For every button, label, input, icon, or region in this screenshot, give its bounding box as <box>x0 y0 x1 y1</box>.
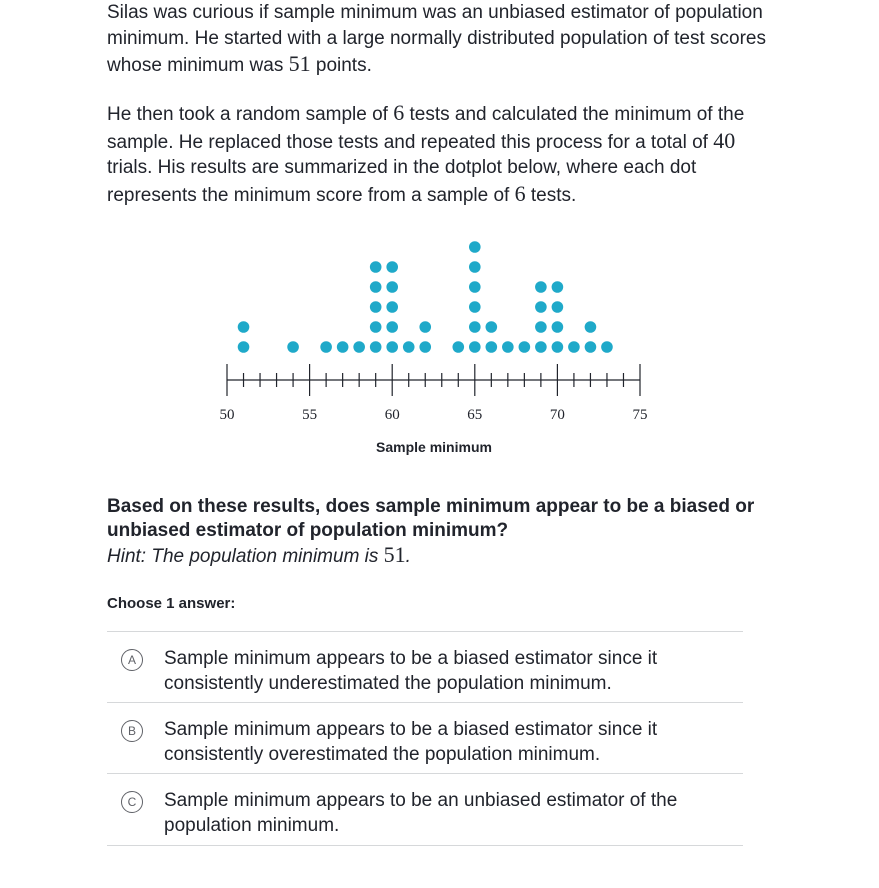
x-axis <box>220 364 648 423</box>
dotplot-chart <box>200 230 680 470</box>
dot <box>585 341 597 353</box>
dot <box>486 341 498 353</box>
dot <box>552 341 564 353</box>
dot <box>386 281 398 293</box>
dot <box>386 321 398 333</box>
x-axis-label: Sample minimum <box>376 439 492 455</box>
choose-label: Choose 1 answer: <box>107 595 236 612</box>
p2-text-4: tests. <box>525 184 577 206</box>
dot <box>535 321 547 333</box>
dot <box>469 341 481 353</box>
dot <box>469 281 481 293</box>
dot <box>535 281 547 293</box>
tick-label: 55 <box>302 407 318 423</box>
dot <box>370 341 382 353</box>
dot <box>337 341 349 353</box>
dot <box>585 321 597 333</box>
dot <box>419 321 431 333</box>
choice-a-text: Sample minimum appears to be a biased estimator since it consistently underestimated the population minimum. <box>164 648 658 694</box>
dot <box>386 341 398 353</box>
choice-b-text: Sample minimum appears to be a biased estimator since it consistently overestimated the population minimum. <box>164 719 658 765</box>
sample-size-value-2: 6 <box>514 180 526 206</box>
tick-label: 50 <box>219 407 235 423</box>
problem-paragraph-2 <box>107 100 767 208</box>
dot <box>320 341 332 353</box>
tick-label: 75 <box>632 407 648 423</box>
dot <box>419 341 431 353</box>
dot <box>353 341 365 353</box>
dot <box>469 301 481 313</box>
p2-text-1: He then took a random sample of <box>107 104 394 125</box>
question <box>107 495 757 569</box>
dot <box>452 341 464 353</box>
hint-value: 51 <box>383 542 406 567</box>
population-minimum-value: 51 <box>288 51 311 76</box>
dot <box>486 321 498 333</box>
p2-text-3: trials. His results are summarized in the dotplot below, where each dot represents the minimum score from a sample of <box>107 157 697 206</box>
choice-b-letter: B <box>121 720 143 742</box>
dot <box>403 341 415 353</box>
choice-a-letter: A <box>121 649 143 671</box>
sample-size-value: 6 <box>393 100 405 125</box>
dot <box>370 261 382 273</box>
dot <box>502 341 514 353</box>
dot <box>386 301 398 313</box>
tick-label: 60 <box>384 407 400 423</box>
dot <box>469 241 481 253</box>
hint <box>107 543 757 569</box>
dot <box>568 341 580 353</box>
hint-suffix: . <box>405 546 411 567</box>
trials-value: 40 <box>713 127 736 153</box>
hint-text: Hint: The population minimum is <box>107 546 384 567</box>
dot <box>370 281 382 293</box>
dot <box>601 341 613 353</box>
p1-text-start: Silas was curious if sample minimum was an unbiased estimator of population minimum. He started with a large normally distributed population of test scores whose minimum was <box>107 2 766 76</box>
question-text: Based on these results, does sample minimum appear to be a biased or unbiased estimator of population minimum? <box>107 496 755 541</box>
dot <box>519 341 531 353</box>
dot <box>287 341 299 353</box>
dot <box>469 321 481 333</box>
choice-c[interactable] <box>107 774 743 846</box>
p1-text-end: points. <box>310 55 372 76</box>
choice-c-text: Sample minimum appears to be an unbiased estimator of the population minimum. <box>164 790 678 836</box>
dot <box>535 301 547 313</box>
dot <box>552 321 564 333</box>
answer-choices <box>107 631 743 846</box>
dot <box>370 321 382 333</box>
dot <box>552 281 564 293</box>
dot <box>552 301 564 313</box>
p2-text-2: tests and calculated the minimum of the sample. He replaced those tests and repeated this process for a total of <box>107 104 745 153</box>
dot <box>535 341 547 353</box>
choice-c-letter: C <box>121 791 143 813</box>
dot <box>370 301 382 313</box>
dot <box>238 321 250 333</box>
dots-layer <box>238 241 613 353</box>
problem-paragraph-1 <box>107 0 767 79</box>
choice-b[interactable] <box>107 703 743 774</box>
tick-label: 70 <box>549 407 565 423</box>
dot <box>386 261 398 273</box>
choice-a[interactable] <box>107 632 743 703</box>
dot <box>238 341 250 353</box>
tick-label: 65 <box>467 407 483 423</box>
dot <box>469 261 481 273</box>
